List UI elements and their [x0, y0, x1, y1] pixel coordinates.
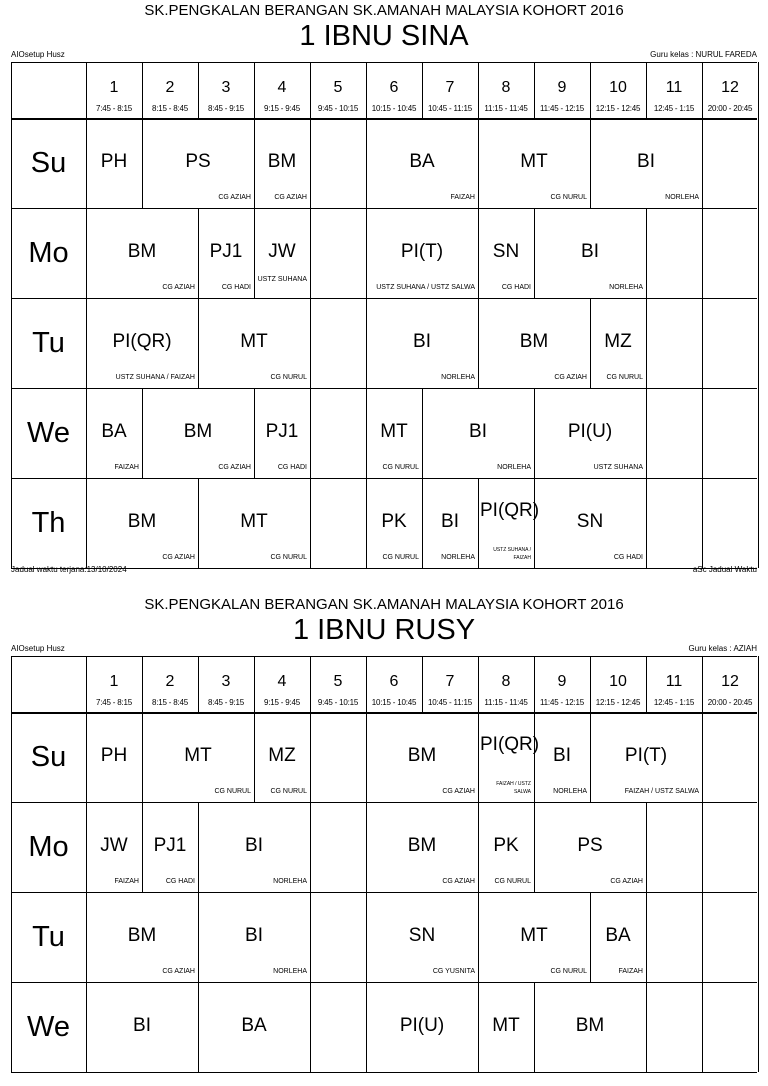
cell-border — [534, 478, 535, 568]
cell-border — [534, 802, 535, 892]
lesson-subject: PS — [577, 835, 603, 856]
header-column-line — [534, 656, 535, 712]
lesson-subject: MT — [492, 1015, 520, 1036]
period-number: 5 — [333, 79, 343, 96]
guru-kelas: Guru kelas : AZIAH — [688, 644, 757, 653]
cell-border — [590, 298, 591, 388]
lesson-subject: BA — [241, 1015, 267, 1036]
header-column-line — [422, 62, 423, 118]
period-time: 10:15 - 10:45 — [371, 698, 417, 707]
period-number: 9 — [557, 79, 567, 96]
cell-border — [534, 388, 535, 478]
lesson-subject: PJ1 — [153, 835, 187, 856]
cell-border — [198, 298, 199, 388]
lesson-subject: BI — [441, 511, 459, 532]
cell-border — [198, 208, 199, 298]
period-number: 2 — [165, 79, 175, 96]
cell-border — [198, 982, 199, 1072]
cell-border — [478, 478, 479, 568]
period-number: 1 — [109, 79, 119, 96]
period-number: 3 — [221, 79, 231, 96]
cell-border — [478, 118, 479, 208]
cell-border — [758, 298, 759, 388]
guru-kelas: Guru kelas : NURUL FAREDA — [650, 50, 757, 59]
lesson-subject: BM — [519, 331, 549, 352]
cell-border — [422, 388, 423, 478]
lesson-teacher: CG HADI — [501, 284, 531, 291]
lesson-subject: BI — [581, 241, 599, 262]
lesson-subject: BA — [605, 925, 631, 946]
cell-border — [758, 388, 759, 478]
cell-border — [702, 388, 703, 478]
period-time: 9:15 - 9:45 — [263, 104, 301, 113]
cell-border — [142, 802, 143, 892]
lesson-subject: MT — [240, 331, 268, 352]
period-time: 7:45 - 8:15 — [95, 698, 133, 707]
lesson-subject: BI — [553, 745, 571, 766]
row-divider — [86, 118, 87, 208]
lesson-teacher: NORLEHA — [665, 194, 699, 201]
cell-border — [310, 478, 311, 568]
row-divider — [86, 982, 87, 1072]
lesson-subject: BM — [127, 511, 157, 532]
cell-border — [702, 982, 703, 1072]
lesson-teacher: NORLEHA — [497, 464, 531, 471]
cell-border — [646, 388, 647, 478]
period-time: 8:45 - 9:15 — [207, 698, 245, 707]
timetable-ibnu-sina — [0, 2, 768, 576]
lesson-subject: MT — [240, 511, 268, 532]
cell-border — [646, 298, 647, 388]
lesson-subject: MZ — [604, 331, 632, 352]
cell-border — [366, 298, 367, 388]
lesson-subject: BA — [409, 151, 435, 172]
lesson-teacher: CG YUSNITA — [432, 968, 475, 975]
cell-border — [646, 982, 647, 1072]
lesson-subject: PI(QR) — [112, 331, 172, 352]
cell-border — [758, 478, 759, 568]
setup-label: AIOsetup Husz — [11, 644, 65, 653]
lesson-teacher: FAIZAH / USTZ SALWA — [496, 781, 531, 795]
header-column-line — [702, 656, 703, 712]
cell-border — [366, 208, 367, 298]
lesson-teacher: CG NURUL — [550, 968, 587, 975]
cell-border — [534, 712, 535, 802]
lesson-teacher: FAIZAH — [450, 194, 475, 201]
setup-label: AIOsetup Husz — [11, 50, 65, 59]
row-divider — [86, 478, 87, 568]
cell-border — [142, 118, 143, 208]
header-column-line — [254, 656, 255, 712]
cell-border — [758, 208, 759, 298]
period-time: 10:45 - 11:15 — [428, 104, 472, 113]
lesson-teacher: CG AZIAH — [274, 194, 307, 201]
period-number: 2 — [165, 673, 175, 690]
cell-border — [702, 802, 703, 892]
header-column-line — [758, 656, 759, 712]
day-label: Su — [30, 741, 67, 773]
cell-border — [478, 892, 479, 982]
period-time: 9:45 - 10:15 — [317, 104, 359, 113]
lesson-subject: MZ — [268, 745, 296, 766]
lesson-teacher: FAIZAH / USTZ SALWA — [624, 788, 699, 795]
period-number: 3 — [221, 673, 231, 690]
period-time: 11:15 - 11:45 — [484, 104, 528, 113]
header-bottom-border — [11, 118, 757, 120]
lesson-teacher: NORLEHA — [441, 374, 475, 381]
period-time: 20:00 - 20:45 — [707, 104, 753, 113]
cell-border — [366, 802, 367, 892]
lesson-subject: BM — [407, 835, 437, 856]
lesson-teacher: CG NURUL — [214, 788, 251, 795]
lesson-subject: MT — [184, 745, 212, 766]
lesson-subject: BA — [101, 421, 127, 442]
lesson-subject: BM — [127, 925, 157, 946]
period-time: 11:45 - 12:15 — [540, 104, 584, 113]
lesson-teacher: CG AZIAH — [218, 194, 251, 201]
cell-border — [310, 388, 311, 478]
cell-border — [422, 478, 423, 568]
day-label: Mo — [28, 237, 69, 269]
lesson-teacher: CG AZIAH — [218, 464, 251, 471]
period-time: 8:15 - 8:45 — [151, 104, 189, 113]
cell-border — [702, 298, 703, 388]
day-label: Th — [31, 507, 66, 539]
cell-border — [310, 712, 311, 802]
lesson-teacher: CG NURUL — [270, 554, 307, 561]
cell-border — [254, 208, 255, 298]
cell-border — [366, 478, 367, 568]
period-number: 4 — [277, 79, 287, 96]
lesson-subject: PJ1 — [265, 421, 299, 442]
lesson-subject: BI — [413, 331, 431, 352]
lesson-teacher: CG NURUL — [382, 464, 419, 471]
cell-border — [702, 118, 703, 208]
cell-border — [758, 712, 759, 802]
lesson-subject: JW — [268, 241, 296, 262]
cell-border — [758, 802, 759, 892]
period-time: 7:45 - 8:15 — [95, 104, 133, 113]
lesson-subject: BI — [469, 421, 487, 442]
period-time: 10:15 - 10:45 — [371, 104, 417, 113]
lesson-subject: SN — [576, 511, 604, 532]
cell-border — [366, 712, 367, 802]
header-column-line — [702, 62, 703, 118]
day-label: Tu — [32, 921, 65, 953]
lesson-teacher: CG NURUL — [550, 194, 587, 201]
cell-border — [366, 892, 367, 982]
period-time: 12:45 - 1:15 — [653, 104, 695, 113]
header-column-line — [86, 656, 87, 712]
cell-border — [758, 118, 759, 208]
lesson-subject: PI(QR) — [480, 500, 540, 521]
cell-border — [366, 388, 367, 478]
lesson-subject: PK — [381, 511, 407, 532]
header-column-line — [142, 656, 143, 712]
row-divider — [86, 892, 87, 982]
lesson-teacher: CG NURUL — [606, 374, 643, 381]
lesson-subject: MT — [380, 421, 408, 442]
cell-border — [198, 478, 199, 568]
lesson-subject: BM — [575, 1015, 605, 1036]
cell-border — [590, 118, 591, 208]
header-column-line — [86, 62, 87, 118]
header-column-line — [366, 62, 367, 118]
lesson-subject: PI(U) — [567, 421, 613, 442]
lesson-subject: BI — [133, 1015, 151, 1036]
period-number: 11 — [665, 79, 683, 96]
period-number: 4 — [277, 673, 287, 690]
lesson-subject: BM — [183, 421, 213, 442]
row-divider — [86, 208, 87, 298]
lesson-teacher: CG NURUL — [270, 788, 307, 795]
school-title: SK.PENGKALAN BERANGAN SK.AMANAH MALAYSIA KOHORT 2016 — [144, 2, 624, 19]
cell-border — [310, 982, 311, 1072]
lesson-teacher: CG NURUL — [270, 374, 307, 381]
row-divider — [86, 802, 87, 892]
grid-left-border — [11, 656, 12, 1072]
cell-border — [310, 208, 311, 298]
cell-border — [478, 802, 479, 892]
lesson-teacher: USTZ SUHANA — [257, 276, 307, 283]
period-time: 12:15 - 12:45 — [595, 698, 641, 707]
header-bottom-border — [11, 712, 757, 714]
lesson-subject: PH — [100, 151, 128, 172]
period-time: 11:45 - 12:15 — [540, 698, 584, 707]
period-time: 12:45 - 1:15 — [653, 698, 695, 707]
lesson-teacher: CG AZIAH — [442, 788, 475, 795]
cell-border — [478, 982, 479, 1072]
lesson-subject: SN — [408, 925, 436, 946]
lesson-subject: PI(T) — [400, 241, 444, 262]
lesson-teacher: FAIZAH — [114, 878, 139, 885]
row-divider — [86, 712, 87, 802]
lesson-teacher: NORLEHA — [609, 284, 643, 291]
period-number: 10 — [609, 79, 627, 96]
lesson-teacher: USTZ SUHANA — [593, 464, 643, 471]
header-column-line — [478, 62, 479, 118]
cell-border — [534, 208, 535, 298]
cell-border — [198, 892, 199, 982]
cell-border — [254, 118, 255, 208]
cell-border — [702, 208, 703, 298]
lesson-teacher: CG AZIAH — [162, 968, 195, 975]
cell-border — [478, 208, 479, 298]
cell-border — [758, 982, 759, 1072]
lesson-subject: MT — [520, 151, 548, 172]
period-number: 10 — [609, 673, 627, 690]
header-column-line — [198, 656, 199, 712]
cell-border — [198, 802, 199, 892]
timetable-ibnu-rusy — [0, 596, 768, 1043]
header-column-line — [590, 656, 591, 712]
period-time: 11:15 - 11:45 — [484, 698, 528, 707]
cell-border — [478, 712, 479, 802]
cell-border — [142, 388, 143, 478]
day-label: Su — [30, 147, 67, 179]
lesson-teacher: CG AZIAH — [554, 374, 587, 381]
cell-border — [590, 892, 591, 982]
day-label: Mo — [28, 831, 69, 863]
cell-border — [758, 892, 759, 982]
header-column-line — [366, 656, 367, 712]
period-number: 7 — [445, 79, 455, 96]
cell-border — [310, 892, 311, 982]
lesson-teacher: NORLEHA — [273, 878, 307, 885]
lesson-teacher: CG HADI — [613, 554, 643, 561]
day-label: We — [27, 417, 70, 449]
cell-border — [646, 802, 647, 892]
period-time: 8:45 - 9:15 — [207, 104, 245, 113]
lesson-teacher: FAIZAH — [618, 968, 643, 975]
cell-border — [142, 712, 143, 802]
cell-border — [310, 802, 311, 892]
lesson-teacher: CG HADI — [165, 878, 195, 885]
period-number: 6 — [389, 673, 399, 690]
lesson-subject: JW — [100, 835, 128, 856]
period-number: 12 — [721, 79, 739, 96]
cell-border — [310, 118, 311, 208]
footer-generated: Jadual waktu terjana:13/10/2024 — [11, 565, 127, 574]
lesson-subject: BI — [245, 835, 263, 856]
day-label: Tu — [32, 327, 65, 359]
lesson-teacher: USTZ SUHANA / FAIZAH — [115, 374, 195, 381]
lesson-subject: PI(QR) — [480, 734, 540, 755]
period-time: 12:15 - 12:45 — [595, 104, 641, 113]
lesson-subject: BI — [637, 151, 655, 172]
cell-border — [702, 478, 703, 568]
cell-border — [254, 712, 255, 802]
lesson-subject: BI — [245, 925, 263, 946]
cell-border — [702, 892, 703, 982]
period-time: 20:00 - 20:45 — [707, 698, 753, 707]
lesson-subject: SN — [492, 241, 520, 262]
lesson-subject: PK — [493, 835, 519, 856]
school-title: SK.PENGKALAN BERANGAN SK.AMANAH MALAYSIA KOHORT 2016 — [144, 596, 624, 613]
lesson-subject: PI(T) — [624, 745, 668, 766]
lesson-teacher: NORLEHA — [553, 788, 587, 795]
lesson-subject: MT — [520, 925, 548, 946]
lesson-teacher: CG HADI — [277, 464, 307, 471]
period-number: 12 — [721, 673, 739, 690]
cell-border — [646, 208, 647, 298]
lesson-teacher: CG NURUL — [494, 878, 531, 885]
period-number: 8 — [501, 79, 511, 96]
cell-border — [646, 892, 647, 982]
cell-border — [534, 982, 535, 1072]
lesson-teacher: CG AZIAH — [162, 284, 195, 291]
cell-border — [366, 982, 367, 1072]
lesson-subject: PH — [100, 745, 128, 766]
lesson-teacher: CG NURUL — [382, 554, 419, 561]
header-column-line — [758, 62, 759, 118]
lesson-teacher: FAIZAH — [114, 464, 139, 471]
cell-border — [478, 298, 479, 388]
header-column-line — [198, 62, 199, 118]
period-time: 10:45 - 11:15 — [428, 698, 472, 707]
cell-border — [702, 712, 703, 802]
lesson-teacher: USTZ SUHANA / USTZ SALWA — [376, 284, 475, 291]
timetable-grid — [11, 656, 757, 1086]
header-column-line — [142, 62, 143, 118]
lesson-subject: PI(U) — [399, 1015, 445, 1036]
row-divider — [86, 298, 87, 388]
lesson-subject: BM — [267, 151, 297, 172]
period-time: 8:15 - 8:45 — [151, 698, 189, 707]
header-column-line — [534, 62, 535, 118]
header-column-line — [310, 656, 311, 712]
lesson-subject: BM — [407, 745, 437, 766]
header-column-line — [254, 62, 255, 118]
lesson-teacher: USTZ SUHANA / FAIZAH — [493, 547, 531, 561]
lesson-teacher: NORLEHA — [441, 554, 475, 561]
period-time: 9:45 - 10:15 — [317, 698, 359, 707]
class-title: 1 IBNU SINA — [299, 20, 469, 52]
period-number: 11 — [665, 673, 683, 690]
period-number: 7 — [445, 673, 455, 690]
header-column-line — [422, 656, 423, 712]
footer-software: aSc Jadual Waktu — [692, 565, 757, 574]
timetable-grid — [11, 62, 757, 568]
grid-left-border — [11, 62, 12, 568]
header-column-line — [478, 656, 479, 712]
cell-border — [254, 388, 255, 478]
lesson-teacher: CG AZIAH — [610, 878, 643, 885]
period-number: 6 — [389, 79, 399, 96]
period-number: 8 — [501, 673, 511, 690]
lesson-teacher: CG HADI — [221, 284, 251, 291]
lesson-teacher: NORLEHA — [273, 968, 307, 975]
period-number: 9 — [557, 673, 567, 690]
cell-border — [646, 478, 647, 568]
lesson-teacher: CG AZIAH — [162, 554, 195, 561]
lesson-subject: PJ1 — [209, 241, 243, 262]
period-number: 1 — [109, 673, 119, 690]
row-bottom-border — [11, 1072, 757, 1073]
cell-border — [590, 712, 591, 802]
day-label: We — [27, 1011, 70, 1043]
period-time: 9:15 - 9:45 — [263, 698, 301, 707]
cell-border — [310, 298, 311, 388]
header-column-line — [646, 62, 647, 118]
row-divider — [86, 388, 87, 478]
cell-border — [366, 118, 367, 208]
header-column-line — [310, 62, 311, 118]
lesson-subject: BM — [127, 241, 157, 262]
class-title: 1 IBNU RUSY — [292, 614, 476, 646]
header-column-line — [590, 62, 591, 118]
header-column-line — [646, 656, 647, 712]
lesson-teacher: CG AZIAH — [442, 878, 475, 885]
lesson-subject: PS — [185, 151, 211, 172]
period-number: 5 — [333, 673, 343, 690]
